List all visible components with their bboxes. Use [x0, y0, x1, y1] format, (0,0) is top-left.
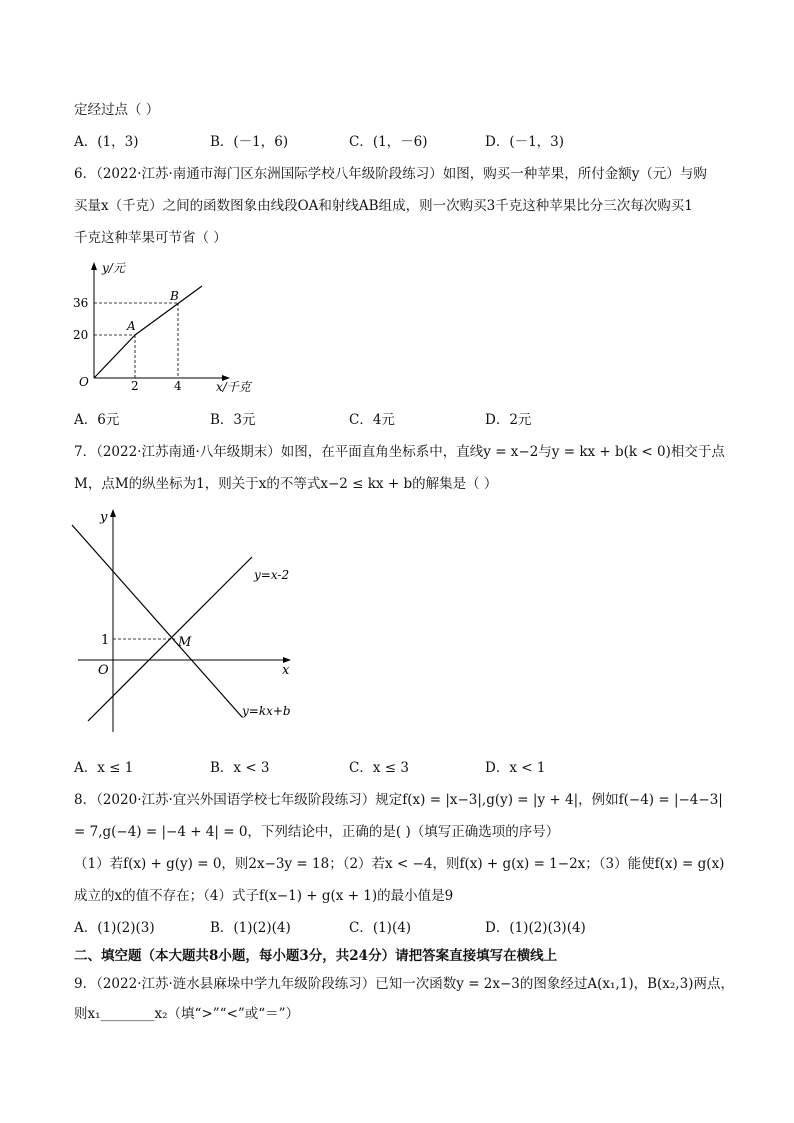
q6-stem-line2: 买量x（千克）之间的函数图象由线段OA和射线AB组成，则一次购买3千克这种苹果比分三次每次购买1 — [74, 198, 693, 214]
q7-line1-label: y=x-2 — [254, 568, 290, 582]
q8-option-a[interactable]: A．(1)(2)(3) — [74, 920, 155, 936]
q7-option-c[interactable]: C．x ≤ 3 — [349, 760, 409, 776]
q5-option-a[interactable]: A．(1，3) — [74, 134, 139, 150]
q7-y-axis-arrow-icon — [110, 509, 116, 517]
q6-point-b: B — [170, 289, 179, 303]
q6-point-a: A — [127, 319, 136, 333]
q7-stem-line1: 7．（2022·江苏南通·八年级期末）如图，在平面直角坐标系中，直线y = x−2与y = kx + b(k < 0)相交于点 — [74, 444, 725, 460]
q7-origin: O — [98, 663, 109, 678]
q7-tick-1: 1 — [101, 633, 110, 648]
q9-stem-line1: 9．（2022·江苏·涟水县麻垛中学九年级阶段练习）已知一次函数y = 2x−3的图象经过A(x₁,1)，B(x₂,3)两点， — [74, 976, 734, 992]
q6-y-label: y/元 — [102, 261, 125, 275]
q6-y-axis-arrow-icon — [91, 262, 97, 270]
q7-x-label: x — [282, 663, 290, 678]
q7-graph — [70, 505, 300, 735]
q6-option-c[interactable]: C．4元 — [349, 412, 395, 428]
q8-option-b[interactable]: B．(1)(2)(4) — [210, 920, 291, 936]
q7-option-a[interactable]: A．x ≤ 1 — [74, 760, 134, 776]
q8-stem-line3: （1）若f(x) + g(y) = 0，则2x−3y = 18；（2）若x < −4，则f(x) + g(x) = 1−2x；（3）能使f(x) = g(x) — [74, 856, 725, 872]
q8-option-d[interactable]: D．(1)(2)(3)(4) — [485, 920, 586, 936]
q6-segment-oa — [94, 335, 135, 378]
q6-stem-line3: 千克这种苹果可节省（ ） — [74, 230, 227, 246]
q6-y-tick-20: 20 — [73, 328, 89, 342]
q6-stem-line1: 6．（2022·江苏·南通市海门区东洲国际学校八年级阶段练习）如图，购买一种苹果，所付金额y（元）与购 — [74, 166, 707, 182]
q7-option-b[interactable]: B．x < 3 — [210, 760, 270, 776]
q6-option-b[interactable]: B．3元 — [210, 412, 256, 428]
q8-option-c[interactable]: C．(1)(4) — [349, 920, 412, 936]
q7-line-kx-plus-b — [72, 525, 242, 717]
section-heading-fill-in: 二、填空题（本大题共8小题，每小题3分，共24分）请把答案直接填写在横线上 — [74, 948, 558, 964]
q5-option-b[interactable]: B．(－1，6) — [210, 134, 289, 150]
q6-x-tick-2: 2 — [131, 379, 139, 393]
q6-y-tick-36: 36 — [73, 296, 89, 310]
q7-option-d[interactable]: D．x < 1 — [485, 760, 546, 776]
q5-option-c[interactable]: C．(1，－6) — [349, 134, 428, 150]
q8-stem-line4: 成立的x的值不存在；（4）式子f(x−1) + g(x + 1)的最小值是9 — [74, 888, 454, 904]
q6-graph — [70, 258, 270, 398]
q6-x-label: x/千克 — [216, 380, 251, 394]
q9-stem-line2: 则x₁________x₂（填“>”“<”或“＝”） — [74, 1006, 300, 1022]
q6-option-a[interactable]: A．6元 — [74, 412, 120, 428]
q5-tail: 定经过点（ ） — [74, 102, 160, 118]
q8-stem-line2: = 7,g(−4) = |−4 + 4| = 0，下列结论中，正确的是( )（填写正确选项的序号） — [74, 824, 560, 840]
q6-x-tick-4: 4 — [174, 379, 182, 393]
q6-ray-ab — [135, 286, 202, 335]
q7-point-m: M — [178, 635, 192, 650]
q8-stem-line1: 8．（2020·江苏·宜兴外国语学校七年级阶段练习）规定f(x) = |x−3|,g(y) = |y + 4|，例如f(−4) = |−4−3| — [74, 792, 723, 808]
q6-option-d[interactable]: D．2元 — [485, 412, 532, 428]
q7-line2-label: y=kx+b — [242, 704, 291, 718]
q6-origin: O — [79, 375, 89, 389]
q7-stem-line2: M，点M的纵坐标为1，则关于x的不等式x−2 ≤ kx + b的解集是（ ） — [74, 476, 498, 492]
q7-y-label: y — [100, 510, 108, 525]
q5-option-d[interactable]: D．(－1，3) — [485, 134, 565, 150]
